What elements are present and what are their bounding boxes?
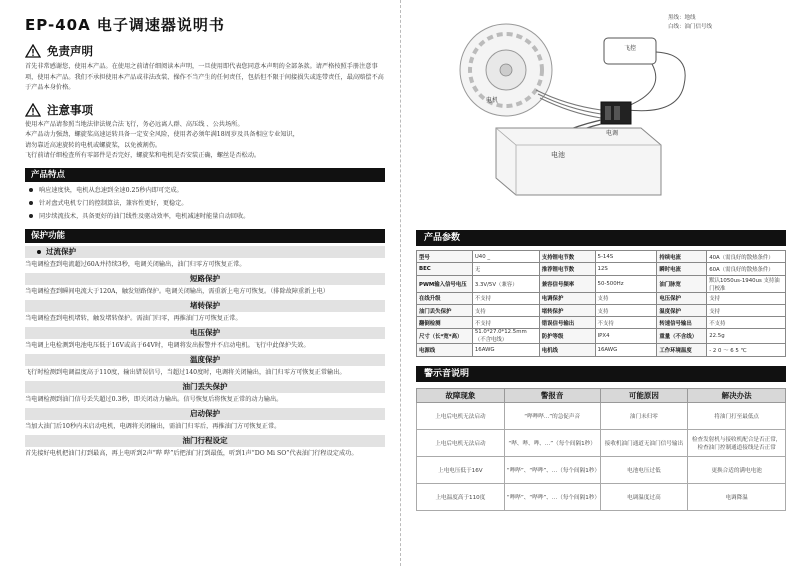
spec-key: PWM输入信号电压 [417, 275, 473, 292]
spec-value: 50-500Hz [595, 275, 657, 292]
spec-key: 持续电流 [657, 251, 707, 263]
spec-key: 温度保护 [657, 304, 707, 316]
features-heading: 产品特点 [25, 168, 385, 182]
spec-key: 推荐锂电节数 [539, 263, 595, 275]
warning-icon [25, 44, 41, 58]
spec-value: 支持 [595, 304, 657, 316]
protection-item-title: 电压保护 [25, 327, 385, 339]
spec-value: 不支持 [707, 317, 786, 329]
alarm-cell: 油门未归零 [600, 403, 688, 430]
alarm-row [417, 403, 786, 430]
spec-value: 支持 [707, 304, 786, 316]
bullet-icon [29, 214, 33, 218]
alarms-heading: 警示音说明 [416, 366, 786, 382]
fold-line [400, 0, 401, 566]
spec-key: 在线升级 [417, 292, 473, 304]
motor-label: 电机 [486, 97, 499, 104]
esc-label: 电调 [606, 130, 619, 137]
left-page [25, 14, 385, 554]
protection-item-title: 过流保护 [25, 246, 385, 258]
spec-row [417, 292, 786, 304]
protection-item-text: 当电调检查到电机堵转，触发堵转保护。需油门归零，再推油门方可恢复正常。 [25, 314, 242, 322]
spec-key: 工作环境温度 [657, 344, 707, 356]
protection-item-text: 首先接好电机把油门打到最高，再上电听到2声“哔 哔”后把油门打到最低，听到1声“DO Mi SO”代表油门行程设定成功。 [25, 449, 358, 457]
spec-key: BEC [417, 263, 473, 275]
protection-heading: 保护功能 [25, 229, 385, 243]
protection-item-title: 油门丢失保护 [25, 381, 385, 393]
protection-item-text: 当电调检查到瞬间电流大于120A，触发短路保护。电调关闭输出，需重新上电方可恢复。（排除故障重新上电） [25, 287, 329, 295]
protection-item-title: 短路保护 [25, 273, 385, 285]
protection-item-text: 当电调上电检测到电池电压低于16V或高于64V时，电调将发出报警并不启动电机。飞行中此保护失效。 [25, 341, 310, 349]
spec-value: 支持 [595, 292, 657, 304]
motor-illustration [460, 24, 552, 116]
spec-key: 支持锂电节数 [539, 251, 595, 263]
protection-item-text: 当电调检测到油门信号丢失超过0.3秒，即关闭动力输出。信号恢复后将恢复正常的动力输出。 [25, 395, 283, 403]
disclaimer-heading-row [25, 43, 385, 59]
alarm-cell: 上电温度高于110度 [417, 484, 505, 511]
alarm-cell: 电调降温 [688, 484, 786, 511]
protection-item-title: 堵转保护 [25, 300, 385, 312]
bullet-icon [29, 188, 33, 192]
notes-list [25, 120, 385, 162]
bullet-icon [37, 250, 41, 254]
alarm-cell: 上电后电机无法启动 [417, 403, 505, 430]
spec-value: 5-14S [595, 251, 657, 263]
features-list [25, 184, 385, 223]
spec-value: 不支持 [472, 292, 539, 304]
spec-value: 无 [472, 263, 539, 275]
spec-value: 3.3V/5V（兼容） [472, 275, 539, 292]
feature-item: 针对盘式电机专门的控制算法，兼容性更好，更稳定。 [25, 197, 385, 210]
protection-item-title: 温度保护 [25, 354, 385, 366]
alarm-cell: 上电电压低于16V [417, 457, 505, 484]
spec-key: 错误信号输出 [539, 317, 595, 329]
feature-item: 响应速度快，电机从怠速到全速0.25秒内即可完成。 [25, 184, 385, 197]
bullet-icon [29, 201, 33, 205]
spec-value: 支持 [472, 304, 539, 316]
spec-value: 16AWG [472, 344, 539, 356]
spec-value: 不支持 [595, 317, 657, 329]
notes-line: 请勿靠近高速旋转的电机或螺旋桨，以免被割伤。 [25, 141, 162, 149]
column-header: 解决办法 [688, 389, 786, 403]
specs-table [416, 250, 786, 357]
spec-key: 防护等级 [539, 329, 595, 344]
spec-key: 堵转保护 [539, 304, 595, 316]
page-title: EP-40A 电子调速器说明书 [25, 16, 225, 34]
alarm-cell: “哔哔”、“哔哔”、...（每个间隔1秒） [504, 457, 600, 484]
notes-heading-row [25, 102, 385, 118]
column-header: 故障现象 [417, 389, 505, 403]
battery-illustration [496, 128, 661, 195]
column-header: 可能原因 [600, 389, 688, 403]
battery-label: 电池 [551, 151, 565, 159]
spec-value: IPX4 [595, 329, 657, 344]
spec-row [417, 263, 786, 275]
alarm-cell: 将油门打至最低点 [688, 403, 786, 430]
spec-key: 翻倒检测 [417, 317, 473, 329]
alarms-table [416, 388, 786, 511]
spec-value: 22.5g [707, 329, 786, 344]
legend-black-wire: 黑线：地线 [668, 15, 696, 21]
protection-item-text: 当电调检查到电流超过60A并持续3秒，电调关闭输出，油门归零方可恢复正常。 [25, 260, 246, 268]
alarm-row [417, 457, 786, 484]
protection-item-text: 飞行时检测到电调温度高于110度，输出错误信号，当超过140度时，电调将关闭输出，油门归零方可恢复正常输出。 [25, 368, 346, 376]
column-header: 警报音 [504, 389, 600, 403]
alarm-cell: “哔哔哔...”的急促声音 [504, 403, 600, 430]
spec-row [417, 304, 786, 316]
spec-value: 51.0*27.0*12.5mm（不含电线） [472, 329, 539, 344]
alarm-cell: 接收机油门通道无油门信号输出 [600, 430, 688, 457]
spec-key: 油门脉宽 [657, 275, 707, 292]
disclaimer-text: 首先非常感谢您，使用本产品。在使用之前请仔细阅读本声明，一旦使用即代表您同意本声明的全部条款。请严格按照手册注意事项，使用本产品。我们不承担使用本产品或非法改装、操作不当产生的任何责任，包括但不限于间接损失或连带责任，最高赔偿不高于产品本身价格。 [25, 63, 384, 91]
spec-key: 瞬时电流 [657, 263, 707, 275]
alarm-cell: “哔、哔、哔、...”（每个间隔1秒） [504, 430, 600, 457]
notes-line: 飞行前请仔细检查所有零部件是否完好，螺旋桨和电机是否安装正确，螺丝是否松动。 [25, 152, 261, 159]
spec-value: U40 _ [472, 251, 539, 263]
protection-item-text: 当加大油门后10秒内未启动电机，电调将关闭输出，需油门归零后，再推油门方可恢复正常。 [25, 422, 281, 430]
spec-key: 电源线 [417, 344, 473, 356]
alarm-cell: 电池电压过低 [600, 457, 688, 484]
spec-value: 60A（需良好的散热条件） [707, 263, 786, 275]
wiring-diagram [416, 10, 786, 210]
spec-value: 不支持 [472, 317, 539, 329]
warning-icon [25, 103, 41, 117]
legend-white-wire: 白线：油门信号线 [668, 24, 713, 30]
right-page [416, 0, 786, 566]
alarm-row [417, 430, 786, 457]
fc-label: 飞控 [624, 45, 637, 52]
spec-value: 16AWG [595, 344, 657, 356]
notes-heading: 注意事项 [47, 102, 93, 117]
alarm-cell: 检查发射机与接收机配合是否正常，检查油门控制通道接线是否正常 [688, 430, 786, 457]
notes-line: 使用本产品请参照当地法律法规合法飞行，务必远离人群、高压线 、公共场所。 [25, 120, 244, 128]
specs-heading: 产品参数 [416, 230, 786, 246]
alarm-cell: 更换合适的满电电池 [688, 457, 786, 484]
spec-key: 油门丢失保护 [417, 304, 473, 316]
protection-item-title: 启动保护 [25, 408, 385, 420]
alarm-row [417, 484, 786, 511]
feature-item: 同步续流技术，具备更好的油门线性及驱动效率，电机减速时能量自动回收。 [25, 210, 385, 223]
spec-key: 转速信号输出 [657, 317, 707, 329]
spec-value: 默认1050us-1940us 支持油门校准 [707, 275, 786, 292]
alarms-header-row [417, 389, 786, 403]
spec-key: 重量（不含线） [657, 329, 707, 344]
disclaimer-heading: 免责声明 [47, 44, 93, 58]
spec-key: 兼容信号频率 [539, 275, 595, 292]
spec-row [417, 251, 786, 263]
alarm-cell: “哔哔”、“哔哔”、...（每个间隔1秒） [504, 484, 600, 511]
spec-row [417, 329, 786, 344]
protection-item-title: 油门行程设定 [25, 435, 385, 447]
spec-row [417, 344, 786, 356]
alarm-cell: 电调温度过高 [600, 484, 688, 511]
notes-line: 本产品动力强劲，螺旋桨高速运转具备一定安全风险，使用者必须年满18周岁及具备相应专业知识， [25, 131, 299, 138]
spec-key: 电调保护 [539, 292, 595, 304]
spec-key: 电机线 [539, 344, 595, 356]
spec-value: - 2 0 ～ 6 5 ℃ [707, 344, 786, 356]
spec-value: 支持 [707, 292, 786, 304]
spec-key: 电压保护 [657, 292, 707, 304]
alarm-cell: 上电后电机无法启动 [417, 430, 505, 457]
spec-row [417, 317, 786, 329]
spec-key: 型号 [417, 251, 473, 263]
spec-value: 12S [595, 263, 657, 275]
spec-value: 40A（需良好的散热条件） [707, 251, 786, 263]
wire-legend [668, 14, 712, 32]
spec-row [417, 275, 786, 292]
spec-key: 尺寸（长*宽*高） [417, 329, 473, 344]
